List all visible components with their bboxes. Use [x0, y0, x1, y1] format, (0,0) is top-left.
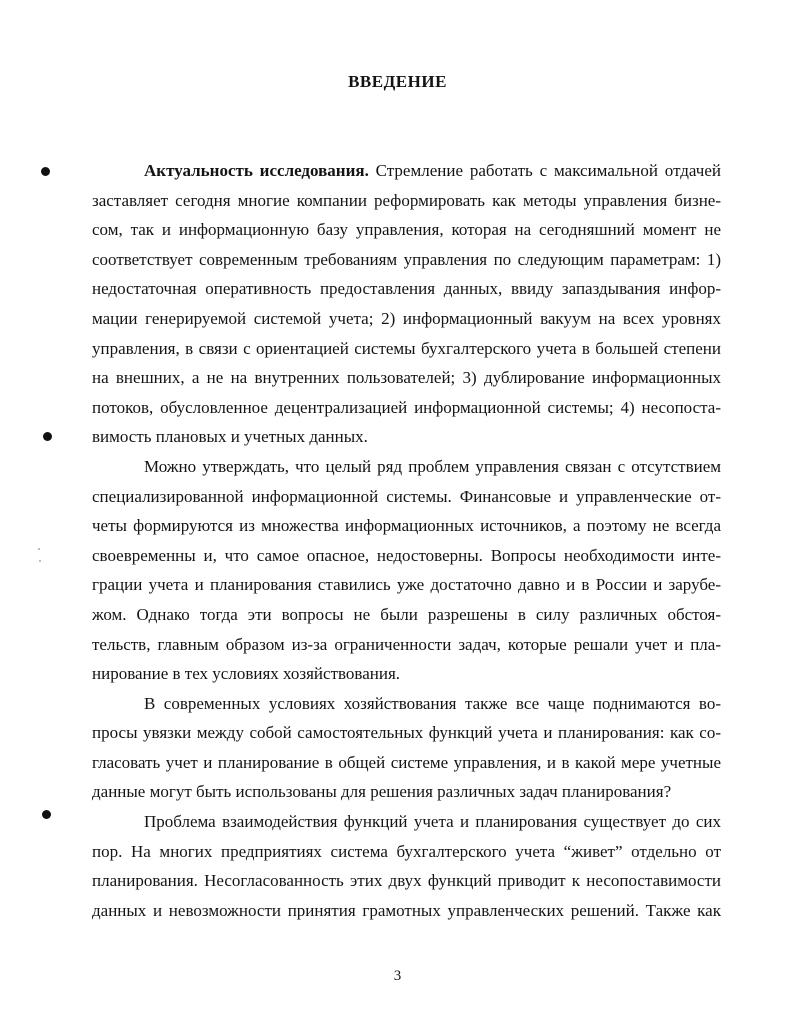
paragraph-3-line: просы увязки между собой самостоятельных функций учета и планирования: как со-	[92, 723, 721, 743]
paragraph-2-line: жом. Однако тогда эти вопросы не были разрешены в силу различных обстоя-	[92, 604, 721, 624]
paragraph-1-line: мации генерируемой системой учета; 2) информационный вакуум на всех уровнях	[92, 308, 721, 328]
binder-hole-mark	[41, 167, 50, 176]
paragraph-1-line: вимость плановых и учетных данных.	[92, 427, 368, 447]
binder-hole-mark	[43, 432, 52, 441]
body-text	[92, 156, 721, 925]
paragraph-4-line: Проблема взаимодействия функций учета и планирования существует до сих	[144, 812, 721, 832]
paragraph-2-line: нирование в тех условиях хозяйствования.	[92, 664, 401, 684]
paragraph-3-line: гласовать учет и планирование в общей системе управления, и в какой мере учетные	[92, 752, 721, 772]
paragraph-4-line: планирования. Несогласованность этих двух функций приводит к несопоставимости	[92, 871, 721, 891]
paragraph-1-line: сом, так и информационную базу управления, которая на сегодняшний момент не	[92, 220, 721, 240]
paragraph-4-line: данных и невозможности принятия грамотных управленческих решений. Также как	[92, 900, 721, 920]
paragraph-1-line: заставляет сегодня многие компании реформировать как методы управления бизне-	[92, 190, 721, 210]
page-number: 3	[393, 968, 402, 984]
paragraph-2-line: своевременны и, что самое опасное, недостоверны. Вопросы необходимости инте-	[92, 545, 721, 565]
paragraph-text: Стремление работать с максимальной отдачей	[368, 161, 721, 180]
paragraph-1-line: соответствует современным требованиям управления по следующим параметрам: 1)	[92, 249, 721, 269]
paragraph-1-line: управления, в связи с ориентацией системы бухгалтерского учета в большей степени	[92, 338, 721, 358]
paragraph-3-line: данные могут быть использованы для решения различных задач планирования?	[92, 782, 672, 802]
paragraph-3-line: В современных условиях хозяйствования также все чаще поднимаются во-	[144, 693, 721, 713]
paragraph-2-line: специализированной информационной системы. Финансовые и управленческие от-	[92, 486, 721, 506]
scan-speck	[38, 548, 40, 550]
paragraph-1-line: потоков, обусловленное децентрализацией информационной системы; 4) несопоста-	[92, 397, 721, 417]
paragraph-1-line: недостаточная оперативность предоставления данных, ввиду запаздывания инфор-	[92, 279, 721, 299]
paragraph-4-line: пор. На многих предприятиях система бухгалтерского учета “живет” отдельно от	[92, 841, 721, 861]
paragraph-lead: Актуальность исследования.	[144, 161, 369, 180]
paragraph-1-line	[92, 156, 721, 186]
paragraph-2-line: грации учета и планирования ставились уже достаточно давно и в России и зарубе-	[92, 575, 721, 595]
binder-hole-mark	[42, 810, 51, 819]
scan-speck	[39, 560, 41, 562]
page-title: ВВЕДЕНИЕ	[348, 72, 447, 91]
paragraph-2-line: четы формируются из множества информационных источников, а поэтому не всегда	[92, 516, 721, 536]
paragraph-2-line: Можно утверждать, что целый ряд проблем управления связан с отсутствием	[144, 456, 721, 476]
paragraph-2-line: тельств, главным образом из-за ограниченности задач, которые решали учет и пла-	[92, 634, 721, 654]
paragraph-1-line: на внешних, а не на внутренних пользователей; 3) дублирование информационных	[92, 368, 721, 388]
